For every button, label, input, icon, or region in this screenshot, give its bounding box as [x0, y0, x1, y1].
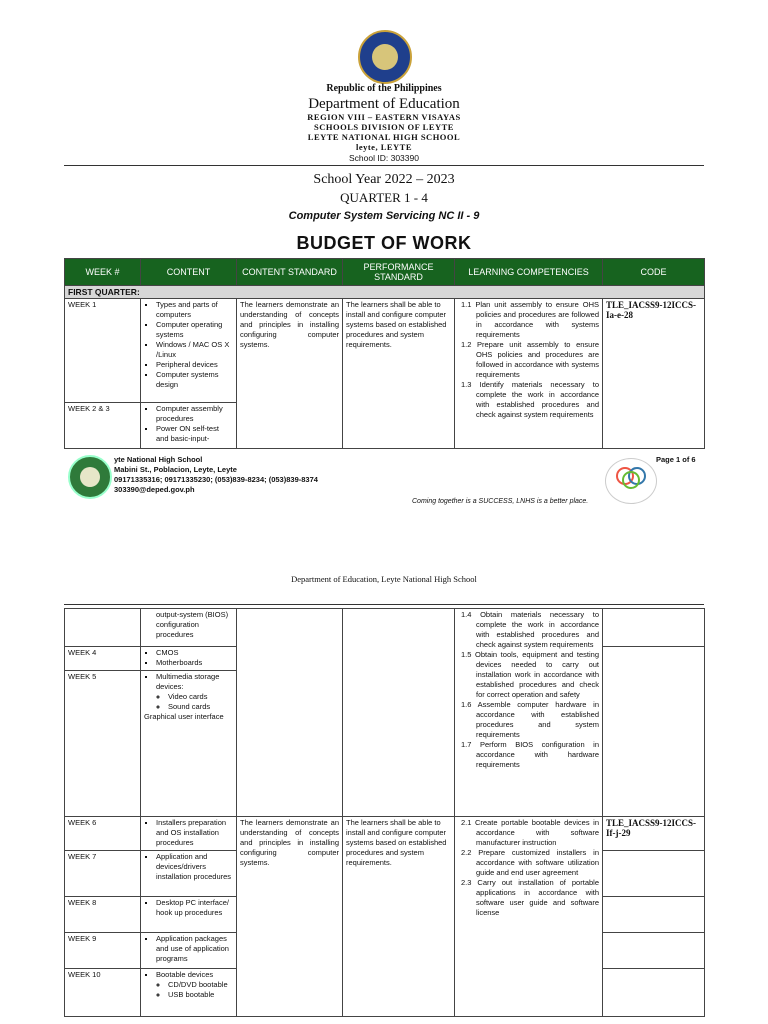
list-item: ▪ Computer assembly procedures [156, 404, 233, 424]
week-cell: WEEK 2 & 3 [65, 403, 141, 449]
col-learning-competencies: LEARNING COMPETENCIES [455, 259, 603, 286]
quarter-row [65, 286, 705, 299]
list-item: ▪ Power ON self-test and basic-input- [156, 424, 233, 444]
list-item: ▪ Computer operating systems [156, 320, 233, 340]
hearts-badge-logo [605, 458, 657, 504]
col-content-standard: CONTENT STANDARD [237, 259, 343, 286]
region-line: REGION VIII – EASTERN VISAYAS [307, 112, 461, 122]
code-cell: TLE_IACSS9-12ICCS-If-j-29 [603, 817, 705, 851]
page2-header: Department of Education, Leyte National High School [291, 574, 477, 584]
list-item: ▪ Multimedia storage devices: ◦ Video cards ◦ Sound cards [156, 672, 233, 712]
content-cell [141, 647, 237, 671]
performance-standard-cell: The learners shall be able to install and configure computer systems based on established procedures and system requirements. [343, 817, 455, 1017]
list-item: ▪ Desktop PC interface/ hook up procedures [156, 898, 233, 918]
competencies-cell [455, 817, 603, 1017]
list-item: ▪ Peripheral devices [156, 360, 233, 370]
week-cell: WEEK 8 [65, 897, 141, 933]
week-cell: WEEK 9 [65, 933, 141, 969]
footer-address: Mabini St., Poblacion, Leyte, Leyte [114, 465, 237, 474]
list-item: ◦ USB bootable [168, 990, 233, 1000]
content-cell [141, 671, 237, 817]
week-cell: WEEK 6 [65, 817, 141, 851]
week-cell: WEEK 4 [65, 647, 141, 671]
col-week: WEEK # [65, 259, 141, 286]
content-standard-cell: The learners demonstrate an understanding of concepts and principles in installing configuring computer systems. [237, 817, 343, 1017]
content-standard-cell: The learners demonstrate an understanding of concepts and principles in installing configuring computer systems. [237, 299, 343, 449]
footer-phones: 09171335316; 09171335230; (053)839-8234; (053)839-8374 [114, 475, 318, 484]
col-code: CODE [603, 259, 705, 286]
code-cell [603, 851, 705, 897]
list-item: ▪ Motherboards [156, 658, 233, 668]
quarter-range: QUARTER 1 - 4 [340, 190, 428, 205]
table-header-row [65, 259, 705, 286]
code-cell [603, 969, 705, 1017]
lnhs-logo [68, 455, 112, 499]
code-cell [603, 609, 705, 647]
competencies-cell [455, 609, 603, 817]
week-cell [65, 609, 141, 647]
quarter-label: FIRST QUARTER: [65, 286, 705, 299]
competency-item: 1.4 Obtain materials necessary to complete the work in accordance with established procedures and check against system requirements [461, 610, 599, 649]
footer-contact [114, 455, 318, 495]
division-line: SCHOOLS DIVISION OF LEYTE [314, 122, 454, 132]
competency-item: 1.5 Obtain tools, equipment and testing devices needed to carry out installation work in accordance with established procedures and check for correct operation and safety [461, 650, 599, 699]
list-item: ▪ Application packages and use of application programs [156, 934, 233, 964]
footer-email: 303390@deped.gov.ph [114, 485, 195, 494]
list-item: Graphical user interface [144, 712, 224, 721]
list-item: ◦ CD/DVD bootable [168, 980, 233, 990]
town-line: leyte, LEYTE [355, 142, 413, 152]
page-gap [0, 530, 768, 560]
table-row [65, 299, 705, 403]
content-cell [141, 933, 237, 969]
footer-school: yte National High School [114, 455, 203, 464]
code-cell: TLE_IACSS9-12ICCS-Ia-e-28 [603, 299, 705, 449]
competency-item: 2.2 Prepare customized installers in accordance with software utilization guide and end user agreement [461, 848, 599, 877]
content-cell: output-system (BIOS) configuration procedures [141, 609, 237, 647]
footer-tagline: Coming together is a SUCCESS, LNHS is a better place. [412, 498, 589, 505]
competency-item: 1.3 Identify materials necessary to complete the work in accordance with established procedures and check against system requirements [461, 380, 599, 419]
competency-item: 1.1 Plan unit assembly to ensure OHS policies and procedures are followed in accordance with systems requirements [461, 300, 599, 339]
list-item: ▪ Types and parts of computers [156, 300, 233, 320]
document-title: BUDGET OF WORK [296, 233, 472, 253]
department-title: Department of Education [308, 96, 460, 112]
list-item: ▪ Bootable devices ◦ CD/DVD bootable ◦ USB bootable [156, 970, 233, 1000]
list-item: ▪ Computer systems design [156, 370, 233, 390]
content-standard-cell [237, 609, 343, 817]
competency-item: 1.7 Perform BIOS configuration in accordance with hardware requirements [461, 740, 599, 769]
republic-line: Republic of the Philippines [326, 83, 442, 94]
page-number: Page 1 of 6 [656, 455, 696, 464]
competency-item: 1.2 Prepare unit assembly to ensure OHS policies and procedures are followed in accordance with systems requirements [461, 340, 599, 379]
course-title: Computer System Servicing NC II - 9 [288, 210, 480, 222]
week-cell: WEEK 1 [65, 299, 141, 403]
content-cell [141, 851, 237, 897]
week-cell: WEEK 10 [65, 969, 141, 1017]
code-cell [603, 647, 705, 817]
school-line: LEYTE NATIONAL HIGH SCHOOL [307, 132, 461, 142]
content-cell [141, 969, 237, 1017]
school-year: School Year 2022 – 2023 [313, 172, 455, 187]
list-item: ◦ Video cards [168, 692, 233, 702]
competencies-cell [455, 299, 603, 449]
content-cell [141, 817, 237, 851]
week-cell: WEEK 5 [65, 671, 141, 817]
content-cell [141, 299, 237, 403]
col-content: CONTENT [141, 259, 237, 286]
performance-standard-cell: The learners shall be able to install and configure computer systems based on established procedures and system requirements. [343, 299, 455, 449]
table-row [65, 609, 705, 647]
list-item: ◦ Sound cards [168, 702, 233, 712]
list-item: ▪ CMOS [156, 648, 233, 658]
competency-item: 2.3 Carry out installation of portable applications in accordance with software user guide and software license [461, 878, 599, 917]
list-item: ▪ Application and devices/drivers installation procedures [156, 852, 233, 882]
page2-divider [64, 604, 704, 605]
school-id: School ID: 303390 [349, 153, 419, 163]
budget-table-page1 [64, 258, 705, 449]
table-row [65, 817, 705, 851]
list-item: ▪ Windows / MAC OS X /Linux [156, 340, 233, 360]
budget-table-page2 [64, 608, 705, 1017]
competency-item: 1.6 Assemble computer hardware in accordance with established procedures and system requirements [461, 700, 599, 739]
competency-item: 2.1 Create portable bootable devices in accordance with software manufacturer instruction [461, 818, 599, 847]
content-cell [141, 403, 237, 449]
week-cell: WEEK 7 [65, 851, 141, 897]
list-item: ▪ Installers preparation and OS installation procedures [156, 818, 233, 848]
code-cell [603, 897, 705, 933]
code-cell [603, 933, 705, 969]
content-cell [141, 897, 237, 933]
deped-seal-logo [358, 30, 412, 84]
header-divider [64, 165, 704, 166]
col-performance-standard: PERFORMANCE STANDARD [343, 259, 455, 286]
performance-standard-cell [343, 609, 455, 817]
